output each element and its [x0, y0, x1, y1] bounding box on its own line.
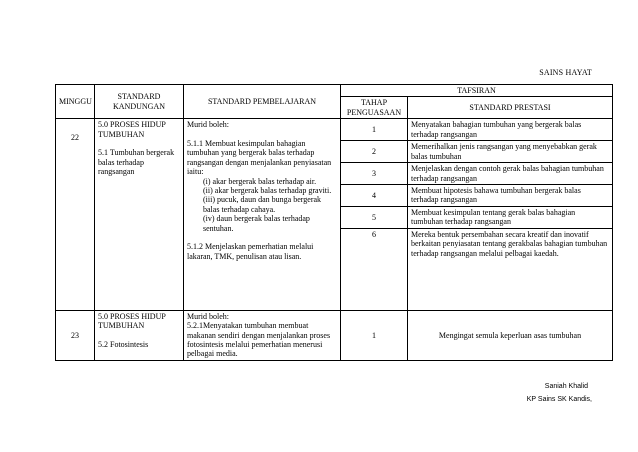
kandungan-subtopic: 5.1 Tumbuhan bergerak balas terhadap rangsangan — [98, 148, 175, 177]
footer-author-role: KP Sains SK Kandis, — [526, 396, 592, 403]
footer-author-name: Saniah Khalid — [544, 383, 588, 390]
dskp-table — [55, 84, 613, 361]
tahap-level: 6 — [341, 228, 408, 310]
col-header-tafsiran: TAFSIRAN — [341, 85, 613, 97]
investigation-list — [187, 177, 337, 234]
standard-pembelajaran-cell — [184, 310, 341, 360]
tahap-level: 1 — [341, 119, 408, 141]
week-number: 23 — [56, 310, 95, 360]
standard-kandungan-cell — [95, 310, 184, 360]
kandungan-heading: 5.0 PROSES HIDUP TUMBUHAN — [98, 311, 166, 331]
list-item: (i) akar bergerak balas terhadap air. — [203, 176, 317, 186]
pembelajaran-intro: Murid boleh: — [187, 120, 229, 130]
tahap-level: 2 — [341, 141, 408, 163]
week-number: 22 — [56, 119, 95, 310]
standard-pembelajaran-cell — [184, 119, 341, 310]
prestasi-desc: Membuat kesimpulan tentang gerak balas bahagian tumbuhan terhadap rangsangan — [408, 206, 613, 228]
kandungan-heading: 5.0 PROSES HIDUP TUMBUHAN — [98, 120, 166, 139]
col-header-minggu: MINGGU — [56, 85, 95, 119]
prestasi-desc: Menyatakan bahagian tumbuhan yang bergerak balas terhadap rangsangan — [408, 119, 613, 141]
list-item: (ii) akar bergerak balas terhadap graviti. — [203, 185, 332, 195]
pembelajaran-511: 5.1.1 Membuat kesimpulan bahagian tumbuhan yang bergerak balas terhadap rangsangan dengan menjalankan penyiasatan iaitu: — [187, 138, 332, 177]
col-header-standard-pembelajaran: STANDARD PEMBELAJARAN — [184, 85, 341, 119]
list-item: (iii) pucuk, daun dan bunga bergerak balas terhadap cahaya. — [203, 195, 322, 214]
prestasi-desc: Menjelaskan dengan contoh gerak balas bahagian tumbuhan terhadap rangsangan — [408, 163, 613, 185]
table-row — [56, 310, 613, 360]
page-header-title: SAINS HAYAT — [539, 68, 592, 77]
col-header-tahap-penguasaan: TAHAP PENGUASAAN — [341, 97, 408, 119]
pembelajaran-intro: Murid boleh: — [187, 311, 229, 321]
list-item: (iv) daun bergerak balas terhadap sentuhan. — [203, 214, 310, 233]
prestasi-desc: Mereka bentuk persembahan secara kreatif dan inovatif berkaitan penyiasatan tentang gerakbalas bahagian tumbuhan terhadap rangsangan melalui pelbagai kaedah. — [408, 228, 613, 310]
pembelajaran-512: 5.1.2 Menjelaskan pemerhatian melalui lakaran, TMK, penulisan atau lisan. — [187, 242, 314, 261]
prestasi-desc: Memerihalkan jenis rangsangan yang menyebabkan gerak balas tumbuhan — [408, 141, 613, 163]
pembelajaran-521: 5.2.1Menyatakan tumbuhan membuat makanan sendiri dengan menjalankan proses fotosintesis melalui pemerhatian menerusi pelbagai media. — [187, 321, 331, 359]
table-row — [56, 119, 613, 141]
header-row-1 — [56, 85, 613, 97]
prestasi-desc: Membuat hipotesis bahawa tumbuhan bergerak balas terhadap rangsangan — [408, 184, 613, 206]
col-header-standard-prestasi: STANDARD PRESTASI — [408, 97, 613, 119]
col-header-standard-kandungan: STANDARD KANDUNGAN — [95, 85, 184, 119]
standard-kandungan-cell — [95, 119, 184, 310]
tahap-level: 4 — [341, 184, 408, 206]
kandungan-subtopic: 5.2 Fotosintesis — [98, 339, 149, 349]
tahap-level: 1 — [341, 310, 408, 360]
tahap-level: 5 — [341, 206, 408, 228]
tahap-level: 3 — [341, 163, 408, 185]
prestasi-desc: Mengingat semula keperluan asas tumbuhan — [408, 310, 613, 360]
